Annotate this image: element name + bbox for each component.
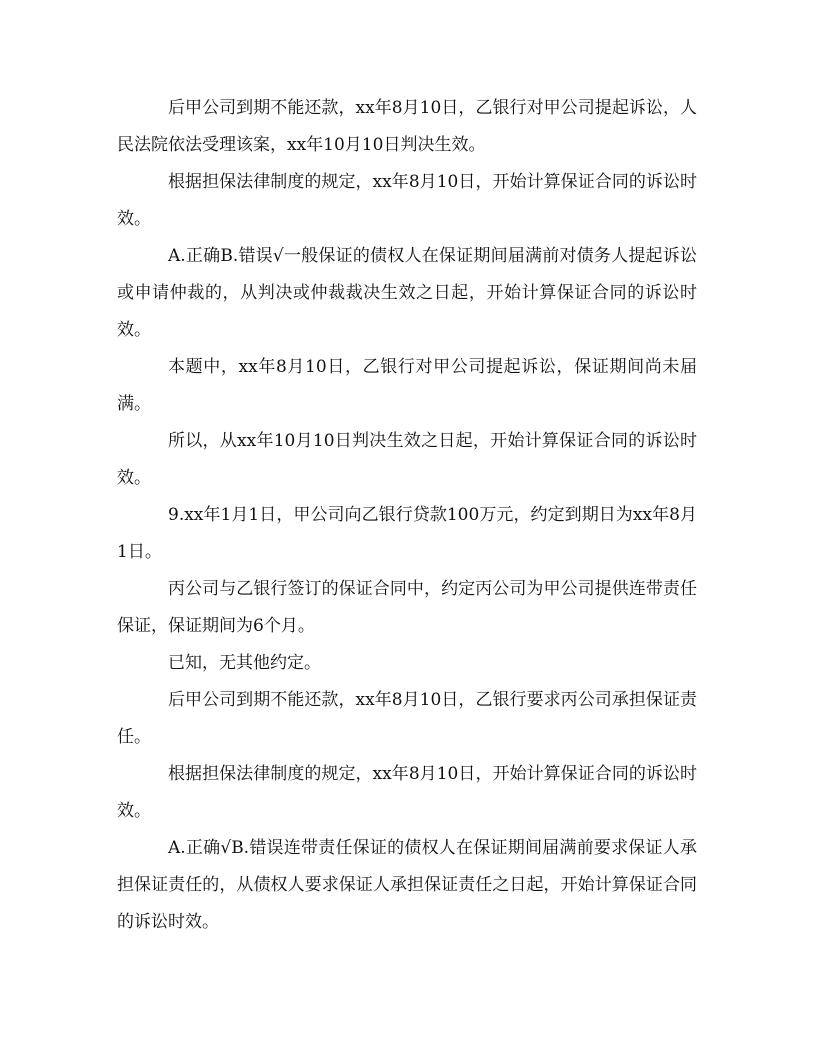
paragraph: 丙公司与乙银行签订的保证合同中，约定丙公司为甲公司提供连带责任保证，保证期间为6个月。: [117, 579, 697, 636]
document-body: [117, 90, 697, 941]
paragraph: 已知，无其他约定。: [168, 653, 321, 673]
paragraph: 本题中，xx年8月10日，乙银行对甲公司提起诉讼，保证期间尚未届满。: [117, 357, 697, 414]
paragraph: 9.xx年1月1日，甲公司向乙银行贷款100万元，约定到期日为xx年8月1日。: [117, 505, 697, 562]
paragraph: 根据担保法律制度的规定，xx年8月10日，开始计算保证合同的诉讼时效。: [117, 764, 697, 821]
paragraph: A.正确√B.错误连带责任保证的债权人在保证期间届满前要求保证人承担保证责任的，从债权人要求保证人承担保证责任之日起，开始计算保证合同的诉讼时效。: [117, 838, 697, 932]
paragraph: 所以，从xx年10月10日判决生效之日起，开始计算保证合同的诉讼时效。: [117, 431, 697, 488]
paragraph: A.正确B.错误√一般保证的债权人在保证期间届满前对债务人提起诉讼或申请仲裁的，从判决或仲裁裁决生效之日起，开始计算保证合同的诉讼时效。: [117, 246, 697, 340]
paragraph: 后甲公司到期不能还款，xx年8月10日，乙银行要求丙公司承担保证责任。: [117, 690, 697, 747]
paragraph: 根据担保法律制度的规定，xx年8月10日，开始计算保证合同的诉讼时效。: [117, 172, 697, 229]
paragraph: 后甲公司到期不能还款，xx年8月10日，乙银行对甲公司提起诉讼，人民法院依法受理该案，xx年10月10日判决生效。: [117, 98, 697, 155]
